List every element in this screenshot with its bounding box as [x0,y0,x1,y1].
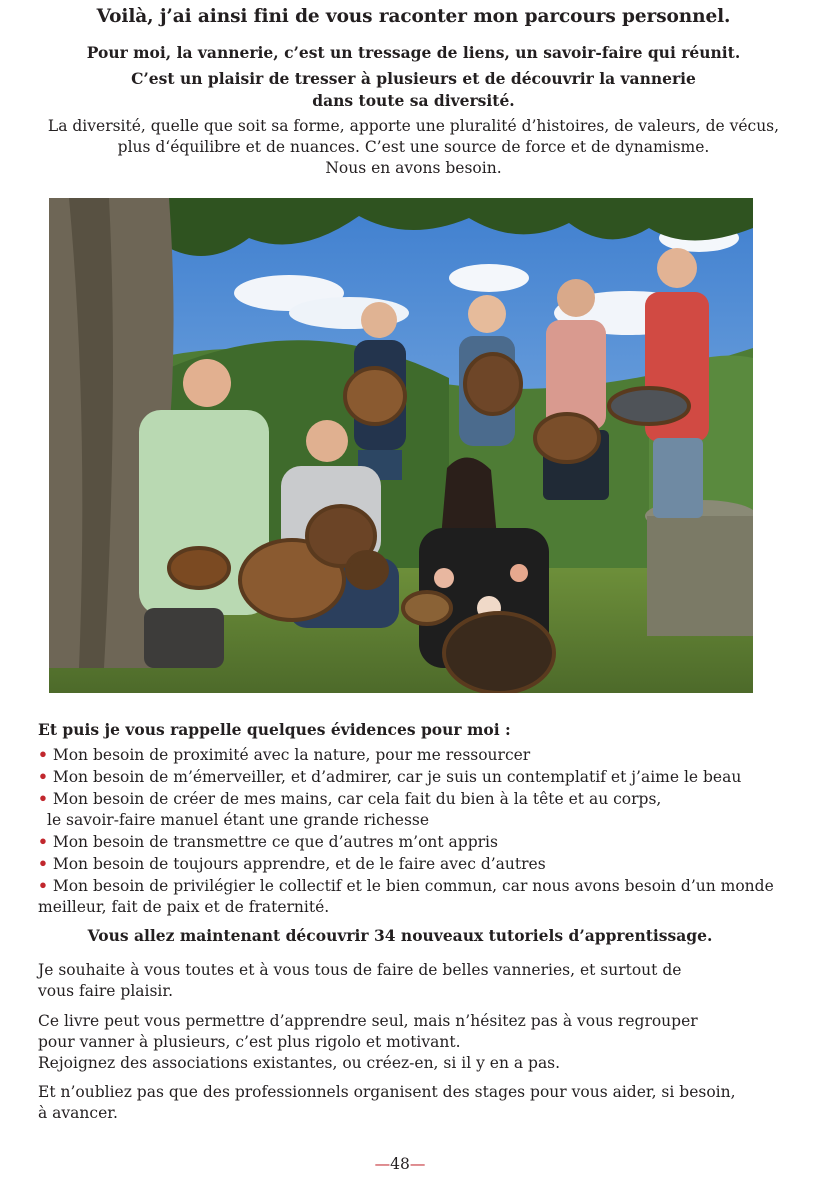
paragraph-2b: pour vanner à plusieurs, c’est plus rigolo et motivant. [38,1033,461,1051]
list-item-text: Mon besoin de proximité avec la nature, pour me ressourcer [52,746,531,764]
list-item-text: Mon besoin de m’émerveiller, et d’admirer, car je suis un contemplatif et j’aime le beau [52,768,742,786]
page-title: Voilà, j’ai ainsi fini de vous raconter mon parcours personnel. [96,6,731,27]
list-item-text: le savoir-faire manuel étant une grande richesse [47,811,430,829]
bullet-icon: • [38,745,48,764]
intro-line-1: La diversité, quelle que soit sa forme, apporte une pluralité d’histoires, de valeurs, de vécus, [47,117,780,135]
list-item [38,875,798,897]
evidences-title: Et puis je vous rappelle quelques évidences pour moi : [38,720,511,739]
list-item-text: Mon besoin de créer de mes mains, car cela fait du bien à la tête et au corps, [52,790,662,808]
list-item-text: Mon besoin de transmettre ce que d’autres m’ont appris [52,833,498,851]
dash-right: — [409,1155,426,1173]
bullet-icon: • [38,767,48,786]
bullet-icon: • [38,789,48,808]
subtitle-line-2b: dans toute sa diversité. [312,91,515,110]
paragraph-3b: à avancer. [38,1104,118,1122]
list-item-text: meilleur, fait de paix et de fraternité. [38,898,330,916]
list-item-continuation [38,810,798,831]
subtitle-line-2a: C’est un plaisir de tresser à plusieurs et de découvrir la vannerie [131,69,696,88]
page-number [0,1155,800,1173]
bullet-icon: • [38,832,48,851]
list-item-text: Mon besoin de privilégier le collectif et le bien commun, car nous avons besoin d’un monde [52,877,774,895]
bullet-icon: • [38,876,48,895]
paragraph-2a: Ce livre peut vous permettre d’apprendre seul, mais n’hésitez pas à vous regrouper [38,1012,698,1030]
list-item-continuation [38,897,798,918]
paragraph-1b: vous faire plaisir. [38,982,174,1000]
page-number-value: 48 [390,1155,410,1173]
list-item [38,853,798,875]
dash-left: — [374,1155,391,1173]
paragraph-1a: Je souhaite à vous toutes et à vous tous de faire de belles vanneries, et surtout de [38,961,682,979]
group-photo-basket-makers-icon [49,198,753,693]
list-item [38,766,798,788]
list-item [38,831,798,853]
paragraph-3a: Et n’oubliez pas que des professionnels organisent des stages pour vous aider, si besoin, [38,1083,736,1101]
group-photo [49,198,753,693]
subtitle-line-1: Pour moi, la vannerie, c’est un tressage de liens, un savoir-faire qui réunit. [86,43,741,62]
bullet-icon: • [38,854,48,873]
paragraph-2c: Rejoignez des associations existantes, ou créez-en, si il y en a pas. [38,1054,561,1072]
intro-line-2: plus d‘équilibre et de nuances. C’est une source de force et de dynamisme. [117,138,710,156]
list-item-text: Mon besoin de toujours apprendre, et de le faire avec d’autres [52,855,546,873]
list-item [38,788,798,810]
evidences-list [38,744,798,918]
callout-tutorials: Vous allez maintenant découvrir 34 nouveaux tutoriels d’apprentissage. [87,926,713,945]
intro-line-3: Nous en avons besoin. [325,159,502,177]
list-item [38,744,798,766]
